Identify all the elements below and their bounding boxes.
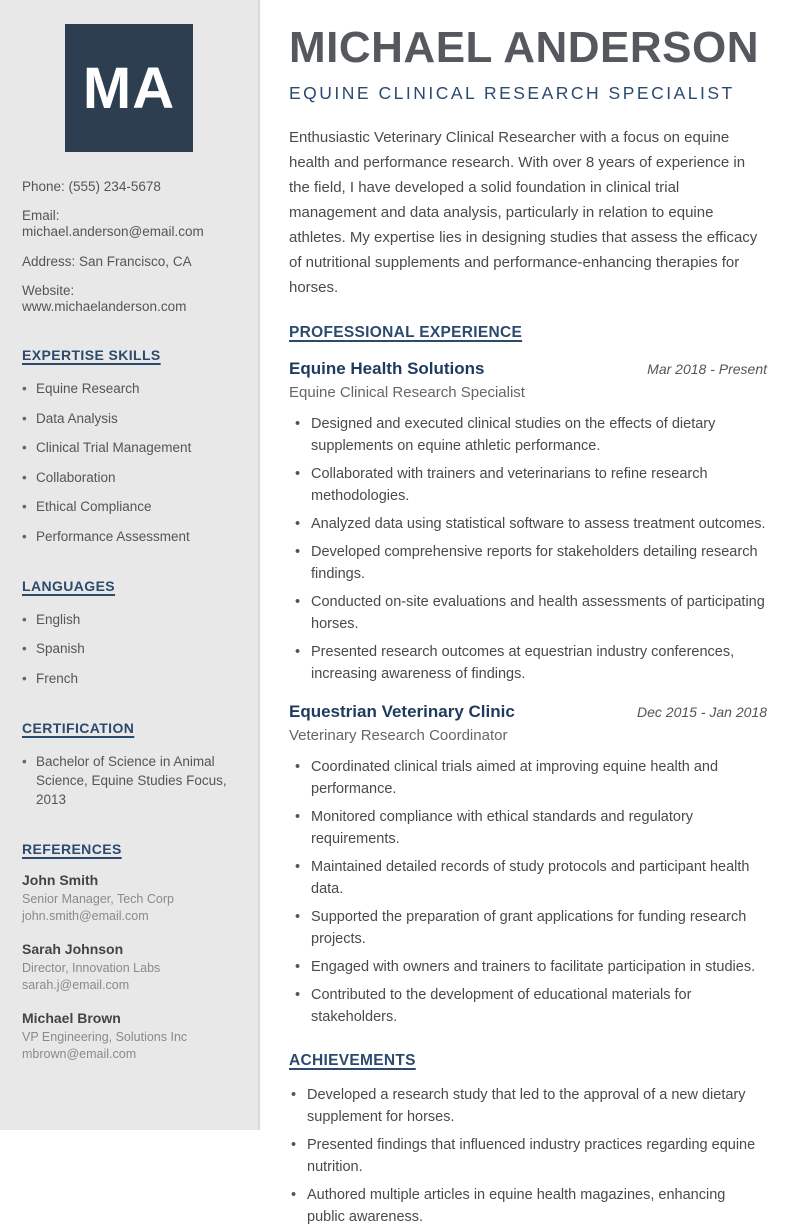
experience-entry [289, 702, 767, 1028]
reference-entry [22, 941, 236, 995]
contact-website: Website: www.michaelanderson.com [22, 282, 187, 314]
contact-address: Address: San Francisco, CA [22, 253, 192, 269]
reference-role: VP Engineering, Solutions Inc [22, 1029, 188, 1044]
bullet-item: • Engaged with owners and trainers to facilitate participation in studies. [289, 956, 767, 978]
company-name: Equestrian Veterinary Clinic [289, 702, 515, 721]
list-item: • Performance Assessment [22, 527, 236, 546]
certification-heading: CERTIFICATION [22, 719, 135, 736]
certification-list [22, 752, 236, 809]
reference-role: Senior Manager, Tech Corp [22, 891, 174, 906]
reference-name: Michael Brown [22, 1009, 121, 1026]
bullet-item: • Conducted on-site evaluations and health assessments of participating horses. [289, 591, 767, 635]
person-name: MICHAEL ANDERSON [289, 23, 760, 72]
bullet-item: • Presented research outcomes at equestrian industry conferences, increasing awareness of findings. [289, 641, 767, 685]
bullet-item: • Presented findings that influenced industry practices regarding equine nutrition. [289, 1134, 767, 1178]
reference-email: john.smith@email.com [22, 909, 149, 924]
company-name: Equine Health Solutions [289, 359, 485, 378]
summary-paragraph: Enthusiastic Veterinary Clinical Researcher with a focus on equine health and performance research. With over 8 years of experience in the field, I have developed a solid foundation in clinical trial management and data analysis, particularly in relation to equine athletes. My expertise lies in designing studies that assess the efficacy of nutritional supplements and performance-enhancing therapies for horses. [289, 129, 758, 296]
list-item: • Equine Research [22, 379, 236, 398]
job-role: Equine Clinical Research Specialist [289, 384, 525, 401]
job-bullet-list [289, 413, 767, 685]
job-bullet-list [289, 756, 767, 1028]
reference-role: Director, Innovation Labs [22, 960, 161, 975]
languages-list [22, 610, 236, 688]
job-header [289, 359, 767, 379]
references-heading: REFERENCES [22, 840, 122, 857]
job-role: Veterinary Research Coordinator [289, 727, 508, 744]
sidebar [0, 0, 260, 1130]
avatar-initials: MA [82, 55, 176, 121]
contact-email: Email: michael.anderson@email.com [22, 208, 204, 240]
contact-block [22, 179, 236, 315]
bullet-item: • Designed and executed clinical studies on the effects of dietary supplements on equine athletic performance. [289, 413, 767, 457]
list-item: • Bachelor of Science in Animal Science, Equine Studies Focus, 2013 [22, 752, 236, 809]
skills-heading: EXPERTISE SKILLS [22, 347, 161, 364]
reference-name: Sarah Johnson [22, 940, 124, 957]
bullet-item: • Analyzed data using statistical software to assess treatment outcomes. [289, 513, 767, 535]
achievements-list [289, 1084, 767, 1228]
list-item: • English [22, 610, 236, 629]
reference-email: mbrown@email.com [22, 1047, 137, 1062]
bullet-item: • Collaborated with trainers and veterinarians to refine research methodologies. [289, 463, 767, 507]
job-dates: Mar 2018 - Present [647, 361, 767, 377]
languages-heading: LANGUAGES [22, 577, 116, 594]
bullet-item: • Supported the preparation of grant applications for funding research projects. [289, 906, 767, 950]
list-item: • Collaboration [22, 468, 236, 487]
main-content [262, 0, 800, 1225]
person-title: EQUINE CLINICAL RESEARCH SPECIALIST [289, 83, 735, 103]
avatar [65, 24, 193, 152]
list-item: • Spanish [22, 639, 236, 658]
bullet-item: • Developed a research study that led to the approval of a new dietary supplement for horses. [289, 1084, 767, 1128]
job-header [289, 702, 767, 722]
bullet-item: • Maintained detailed records of study protocols and participant health data. [289, 856, 767, 900]
contact-phone: Phone: (555) 234-5678 [22, 179, 161, 194]
skills-list [22, 379, 236, 546]
bullet-item: • Contributed to the development of educational materials for stakeholders. [289, 984, 767, 1028]
achievements-heading: ACHIEVEMENTS [289, 1052, 416, 1069]
experience-entry [289, 359, 767, 685]
job-dates: Dec 2015 - Jan 2018 [637, 704, 767, 720]
experience-heading: PROFESSIONAL EXPERIENCE [289, 324, 523, 341]
list-item: • Ethical Compliance [22, 497, 236, 516]
bullet-item: • Monitored compliance with ethical standards and regulatory requirements. [289, 806, 767, 850]
bullet-item: • Coordinated clinical trials aimed at improving equine health and performance. [289, 756, 767, 800]
list-item: • Clinical Trial Management [22, 438, 236, 457]
list-item: • Data Analysis [22, 409, 236, 428]
list-item: • French [22, 669, 236, 688]
reference-email: sarah.j@email.com [22, 978, 130, 993]
reference-entry [22, 1010, 236, 1064]
reference-name: John Smith [22, 871, 99, 888]
bullet-item: • Developed comprehensive reports for stakeholders detailing research findings. [289, 541, 767, 585]
bullet-item: • Authored multiple articles in equine health magazines, enhancing public awareness. [289, 1184, 767, 1228]
reference-entry [22, 872, 236, 926]
